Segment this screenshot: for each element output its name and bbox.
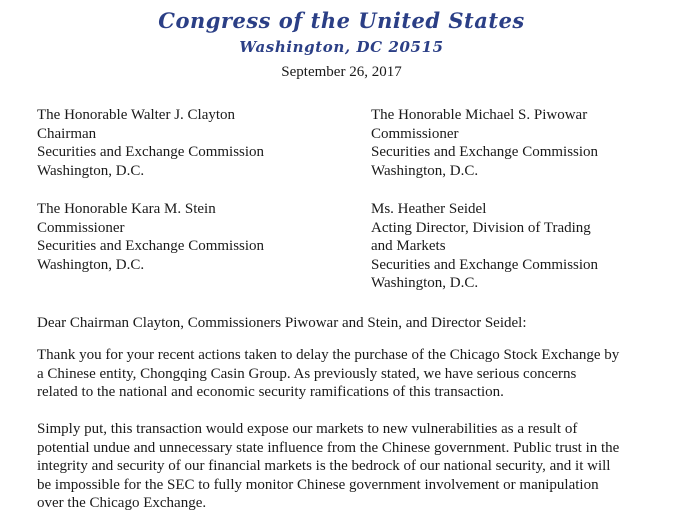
addressee-title: Commissioner xyxy=(371,125,459,142)
addressee-city: Washington, D.C. xyxy=(371,275,479,291)
letterhead-title: Congress of the United States xyxy=(158,8,525,33)
paragraph-line: Thank you for your recent actions taken to delay the purchase of the Chicago Stock Exchange by xyxy=(37,347,620,363)
addressee-org: Securities and Exchange Commission xyxy=(371,144,599,160)
addressee-title-cont: and Markets xyxy=(371,238,446,254)
paragraph-line: potential undue and unnecessary state influence from the Chinese government. Public trust in the xyxy=(37,439,620,456)
addressee-block xyxy=(371,200,598,293)
paragraph-line: related to the national and economic security ramifications of this transaction. xyxy=(37,384,504,400)
addressee-org: Securities and Exchange Commission xyxy=(37,144,265,160)
paragraph-line: integrity and security of our financial markets is the bedrock of our national security, and it will xyxy=(37,458,611,474)
addressee-city: Washington, D.C. xyxy=(371,162,479,179)
letterhead-location: Washington, DC 20515 xyxy=(239,38,444,56)
salutation: Dear Chairman Clayton, Commissioners Piwowar and Stein, and Director Seidel: xyxy=(37,315,527,331)
body-paragraph xyxy=(37,346,677,402)
addressee-name: Ms. Heather Seidel xyxy=(371,201,487,217)
letter-date: September 26, 2017 xyxy=(281,64,402,80)
paragraph-line: over the Chicago Exchange. xyxy=(37,495,207,511)
addressee-org: Securities and Exchange Commission xyxy=(371,256,599,273)
addressee-title: Commissioner xyxy=(37,219,125,236)
body-paragraph xyxy=(37,420,677,513)
addressee-city: Washington, D.C. xyxy=(37,256,145,273)
addressee-org: Securities and Exchange Commission xyxy=(37,238,265,254)
addressee-name: The Honorable Walter J. Clayton xyxy=(37,107,236,123)
addressee-name: The Honorable Kara M. Stein xyxy=(37,201,216,217)
paragraph-line: a Chinese entity, Chongqing Casin Group. As previously stated, we have serious concerns xyxy=(37,365,577,382)
addressee-name: The Honorable Michael S. Piwowar xyxy=(371,107,588,123)
addressee-block xyxy=(37,200,264,274)
addressee-title: Acting Director, Division of Trading xyxy=(371,219,591,236)
paragraph-line: Simply put, this transaction would expose our markets to new vulnerabilities as a result of xyxy=(37,421,578,437)
addressee-block xyxy=(37,106,264,180)
addressee-block xyxy=(371,106,598,180)
paragraph-line: be impossible for the SEC to fully monitor Chinese government involvement or manipulation xyxy=(37,476,599,493)
addressee-title: Chairman xyxy=(37,125,97,142)
addressee-city: Washington, D.C. xyxy=(37,162,145,179)
